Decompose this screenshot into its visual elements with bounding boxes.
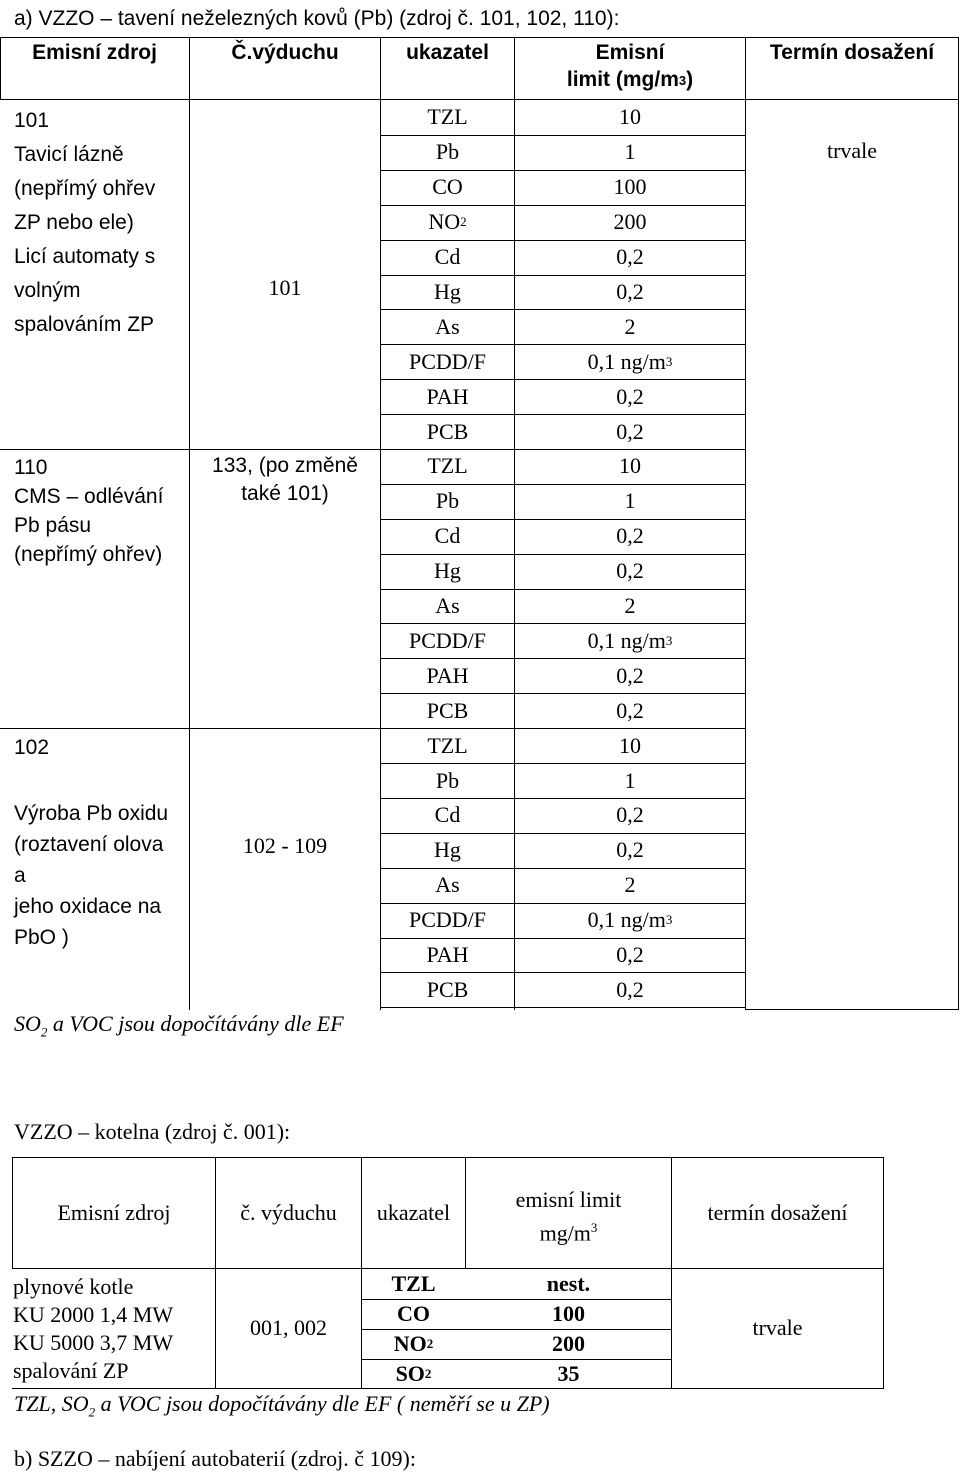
k-indicator-cell: CO: [397, 1301, 430, 1326]
indicator-cell: CO: [432, 174, 463, 200]
outlet-133: 133, (po změně také 101): [212, 454, 358, 505]
indicator-cell: Pb: [435, 139, 460, 165]
k-source-line: spalování ZP: [13, 1358, 129, 1383]
indicator-cell: PCB: [426, 418, 469, 444]
k-header-deadline: termín dosažení: [707, 1200, 848, 1225]
limit-cell: 0,1 ng/m 3: [587, 627, 673, 653]
indicator-cell: PAH: [426, 662, 469, 688]
indicator-cell: PAH: [426, 383, 469, 409]
k-indicator-cell: TZL: [391, 1271, 436, 1296]
source-line: 101: [14, 109, 50, 132]
section-kotelna-title: VZZO – kotelna (zdroj č. 001):: [14, 1119, 291, 1144]
k-deadline: trvale: [752, 1315, 803, 1340]
section-a-title: a) VZZO – tavení neželezných kovů (Pb) (zdroj č. 101, 102, 110):: [14, 7, 620, 30]
k-source-line: KU 5000 3,7 MW: [13, 1330, 174, 1355]
limit-cell: 0,1 ng/m 3: [587, 348, 673, 374]
deadline-value: trvale: [826, 138, 878, 163]
header-limit-line2: limit (mg/m 3 ): [566, 68, 694, 91]
k-source-line: plynové kotle: [13, 1274, 134, 1299]
indicator-cell: PCDD/F: [408, 348, 487, 374]
indicator-cell: NO 2: [428, 209, 467, 235]
source-group-101: [14, 104, 155, 342]
source-group-110: [14, 453, 163, 569]
indicator-cell: TZL: [427, 453, 468, 479]
k-header-limit: emisní limit $mg/m^3$: [515, 1187, 622, 1246]
indicator-cell: PCB: [426, 697, 469, 723]
indicator-cell: Cd: [434, 244, 461, 270]
table2-note: TZL, $SO_2$ a VOC jsou dopočítávány dle EF ( neměří se u ZP): [14, 1391, 550, 1420]
limit-cell: 10: [619, 104, 641, 130]
limit-cell: 0,2: [616, 278, 644, 304]
source-line: 110: [14, 456, 48, 479]
k-source: [13, 1273, 173, 1385]
source-line: 102: [14, 736, 50, 759]
source-line: ZP nebo ele): [14, 211, 134, 234]
limit-cell: 2: [624, 313, 636, 339]
outlet-101: 101: [268, 275, 302, 300]
limit-cell: 0,2: [616, 523, 644, 549]
limit-cell: 0,2: [616, 558, 644, 584]
k-limit-cell: 200: [552, 1331, 585, 1356]
source-line: (nepřímý ohřev: [14, 177, 156, 200]
source-line: jeho oxidace na: [14, 895, 162, 918]
limit-cell: 0,2: [616, 383, 644, 409]
source-line: volným: [14, 279, 81, 302]
limit-cell: 2: [624, 593, 636, 619]
source-group-102: [14, 732, 168, 953]
indicator-cell: As: [435, 872, 460, 898]
limit-cell: 100: [613, 174, 647, 200]
indicator-cell: As: [435, 593, 460, 619]
k-limit-cell: nest.: [546, 1271, 591, 1296]
source-line: Výroba Pb oxidu: [14, 802, 169, 825]
limit-cell: 0,2: [616, 418, 644, 444]
limit-cell: 0,2: [616, 244, 644, 270]
header-outlet: Č.výduchu: [231, 41, 339, 64]
k-header-outlet: č. výduchu: [240, 1200, 337, 1225]
table1-note: $SO_2$ a VOC jsou dopočítávány dle EF: [14, 1011, 344, 1040]
limit-cell: 10: [619, 453, 641, 479]
source-line: CMS – odlévání: [14, 485, 164, 508]
k-limit-cell: 100: [552, 1301, 585, 1326]
indicator-cell: Pb: [435, 767, 460, 793]
indicator-cell: Cd: [434, 802, 461, 828]
source-line: (roztavení olova: [14, 833, 164, 856]
indicator-cell: Cd: [434, 523, 461, 549]
indicator-cell: Hg: [434, 278, 461, 304]
limit-cell: 0,2: [616, 942, 644, 968]
limit-cell: 2: [624, 872, 636, 898]
limit-cell: 0,1 ng/m 3: [587, 907, 673, 933]
header-limit-line1: Emisní: [595, 41, 665, 64]
source-line: Tavicí lázně: [14, 143, 124, 166]
k-indicator-cell: NO 2: [393, 1331, 434, 1356]
indicator-cell: Pb: [435, 488, 460, 514]
indicator-cell: As: [435, 313, 460, 339]
source-line: Licí automaty s: [14, 245, 156, 268]
indicator-cell: PCB: [426, 976, 469, 1002]
source-line: PbO ): [14, 926, 69, 949]
indicator-cell: PCDD/F: [408, 627, 487, 653]
source-line: Pb pásu: [14, 514, 92, 537]
limit-cell: 200: [613, 209, 647, 235]
indicator-cell: Hg: [434, 558, 461, 584]
source-line: a: [14, 864, 26, 887]
limit-cell: 0,2: [616, 802, 644, 828]
header-emission-source: Emisní zdroj: [32, 41, 157, 64]
source-line: (nepřímý ohřev): [14, 543, 163, 566]
k-limit-cell: 35: [557, 1361, 580, 1386]
outlet-102-109: 102 - 109: [242, 833, 328, 858]
limit-cell: 0,2: [616, 976, 644, 1002]
limit-cell: 0,2: [616, 662, 644, 688]
indicator-cell: Hg: [434, 837, 461, 863]
limit-cell: 10: [619, 732, 641, 758]
limit-cell: 1: [624, 767, 636, 793]
k-source-line: KU 2000 1,4 MW: [13, 1302, 174, 1327]
indicator-cell: TZL: [427, 732, 468, 758]
k-indicator-cell: SO 2: [395, 1361, 432, 1386]
indicator-cell: TZL: [427, 104, 468, 130]
header-indicator: ukazatel: [406, 41, 489, 64]
section-b-title: b) SZZO – nabíjení autobaterií (zdroj. č 109):: [14, 1446, 416, 1471]
limit-cell: 1: [624, 488, 636, 514]
indicator-cell: PAH: [426, 942, 469, 968]
k-header-indicator: ukazatel: [376, 1200, 451, 1225]
limit-cell: 0,2: [616, 837, 644, 863]
source-line: spalováním ZP: [14, 313, 155, 336]
header-deadline: Termín dosažení: [769, 41, 935, 64]
limit-cell: 0,2: [616, 697, 644, 723]
k-header-source: Emisní zdroj: [57, 1200, 171, 1225]
limit-cell: 1: [624, 139, 636, 165]
k-outlet: 001, 002: [250, 1315, 327, 1340]
indicator-cell: PCDD/F: [408, 907, 487, 933]
